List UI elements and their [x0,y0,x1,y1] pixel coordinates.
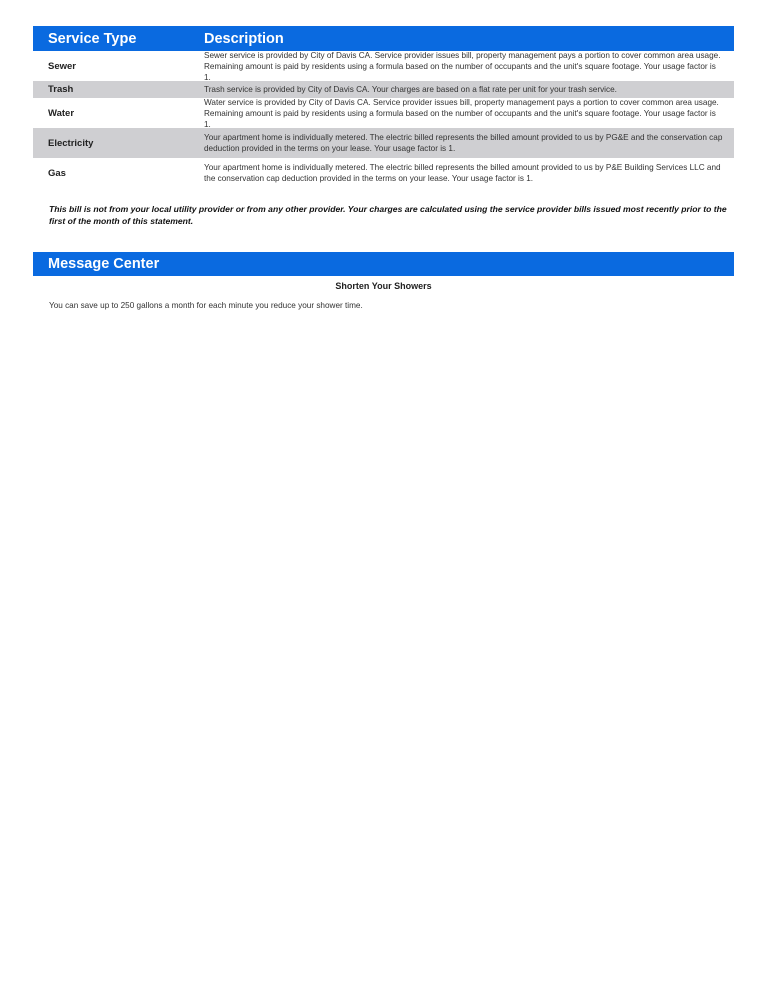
description-cell: Your apartment home is individually metered. The electric billed represents the billed amount provided to us by P&E Building Services LLC and the conservation cap deduction provided in the terms on your lease. Your usage factor is 1. [204,163,721,183]
services-table [33,26,734,188]
message-title: Shorten Your Showers [335,281,432,291]
message-body: You can save up to 250 gallons a month for each minute you reduce your shower time. [49,301,363,310]
table-row-trash [33,81,734,98]
table-row-gas [33,158,734,188]
service-type-column-header: Service Type [48,30,137,47]
service-type-cell: Water [48,107,75,119]
service-type-cell: Electricity [48,137,94,149]
message-center-header: Message Center [33,252,734,276]
billing-disclaimer: This bill is not from your local utility provider or from any other provider. Your charges are calculated using the service provider bills issued most recently prior to the first of the month of this statement. [49,204,727,226]
table-row-sewer [33,51,734,81]
service-type-cell: Trash [48,84,74,95]
table-row-water [33,98,734,128]
table-header [33,26,734,51]
description-cell: Sewer service is provided by City of Davis CA. Service provider issues bill, property management pays a portion to cover common area usage. Remaining amount is paid by residents using a formula based on the number of occupants and the unit's square footage. Your usage factor is 1. [204,50,721,82]
description-cell: Trash service is provided by City of Davis CA. Your charges are based on a flat rate per unit for your trash service. [204,85,617,94]
description-cell: Your apartment home is individually metered. The electric billed represents the billed amount provided to us by PG&E and the conservation cap deduction provided in the terms on your lease. Your usage factor is 1. [204,133,723,153]
service-type-cell: Sewer [48,60,76,72]
service-type-cell: Gas [48,167,66,179]
description-cell: Water service is provided by City of Davis CA. Service provider issues bill, property management pays a portion to cover common area usage. Remaining amount is paid by residents using a formula based on the number of occupants and the unit's square footage. Your usage factor is 1. [204,97,719,129]
table-row-electricity [33,128,734,158]
description-column-header: Description [204,30,284,47]
